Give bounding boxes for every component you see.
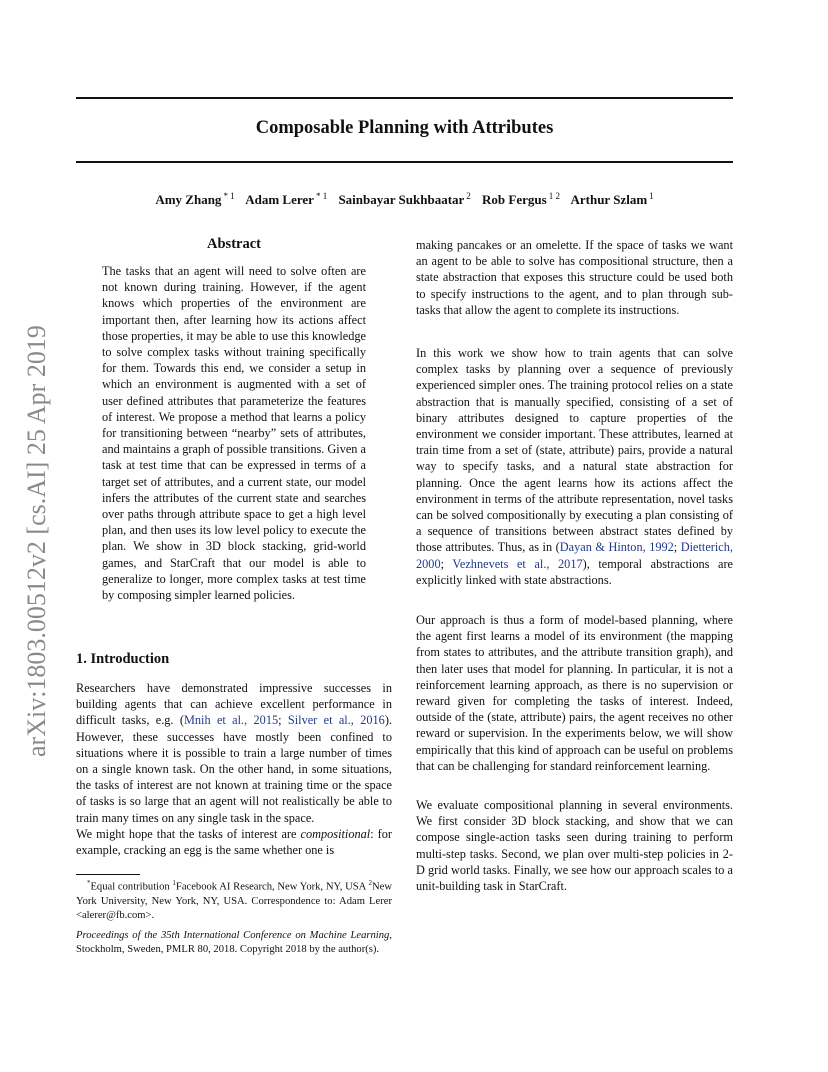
intro-paragraph-1 [76, 680, 392, 826]
author-affiliation: * 1 [315, 191, 328, 201]
author-name: Adam Lerer [245, 192, 314, 207]
section-heading-introduction: 1. Introduction [76, 651, 170, 667]
footnote-text: New York University, New York, NY, USA. Correspondence to: Adam Lerer <alerer@fb.com>. [76, 881, 392, 921]
footnote-text: Facebook AI Research, New York, NY, USA [175, 881, 369, 893]
author-affiliation: * 1 [223, 191, 235, 201]
author-name: Rob Fergus [482, 192, 547, 207]
arxiv-identifier-stamp: arXiv:1803.00512v2 [cs.AI] 25 Apr 2019 [22, 325, 51, 757]
right-paragraph-4: We evaluate compositional planning in several environments. We first consider 3D block stacking, and show that we can compose single-action tasks seen during training to perform multi-step tasks. Second, we plan over multi-step policies in 2-D grid world tasks. Finally, we see how our approach scales to a unit-building task in StarCraft. [416, 798, 733, 894]
paper-title: Composable Planning with Attributes [255, 118, 554, 138]
citation-link[interactable]: Silver et al., 2016 [287, 713, 385, 728]
abstract-body: The tasks that an agent will need to solve often are not known during training. However, if the agent knows which properties of the environment are important then, after learning how its actions affect those properties, it may be able to use this knowledge to solve complex tasks without training specifically for them. Towards this end, we consider a setup in which an environment is augmented with a set of user defined attributes that parameterize the features of interest. We propose a method that learns a policy for transitioning between “nearby” sets of attributes, and maintains a graph of possible transitions. Given a task at test time that can be expressed in terms of a target set of attributes, and a current state, our model infers the attributes of the current state and searches over paths through attribute space to get a high level plan, and then uses its low level policy to execute the plan. We show in 3D block stacking, grid-world games, and StarCraft that our model is able to generalize to longer, more complex tasks at test time by composing simpler learned policies. [102, 264, 366, 603]
footnote-rule [76, 874, 140, 875]
paragraph-text: We might hope that the tasks of interest are [76, 827, 301, 841]
footnote-text: Equal contribution [90, 881, 173, 893]
right-paragraph-2: In this work we show how to train agents that can solve complex tasks by planning over a sequence of previously experienced simpler ones. The training protocol relies on a state abstraction that is manually specified, consisting of a set of binary attributes designed to capture properties of the environment we consider important. These attributes, learned at train time from a set of (state, attribute) pairs, provide a natural way to specify tasks, and a natural state abstraction for planning. Once the agent learns how its actions affect the environment in terms of the attribute representation, novel tasks can be solved compositionally by executing a plan consisting of a sequence of transitions between abstract states defined by those attributes. Thus, as in (Dayan & Hinton, 1992; Dietterich, 2000; Vezhnevets et al., 2017), temporal abstractions are explicitly linked with state abstractions. [416, 346, 733, 587]
citation-link[interactable]: Vezhnevets et al., 2017 [452, 556, 583, 571]
intro-paragraph-2 [76, 826, 392, 858]
citation-link[interactable]: Dayan & Hinton, 1992 [559, 540, 674, 555]
author-affiliation: 1 2 [548, 191, 560, 201]
right-paragraph-1: making pancakes or an omelette. If the space of tasks we want an agent to be able to solve has compositional structure, then a state abstraction that exposes this structure could be used both to specify instructions to the agent, and to plan through sub-tasks that allow the agent to complete its instructions. [416, 238, 733, 317]
paragraph-text: In this work we show how to train agents that can solve complex tasks by planning over a sequence of previously experienced simpler ones. The training protocol relies on a state abstraction that is manually specified, consisting of a set of binary attributes designed to capture properties of the environment we consider important. These attributes, learned at train time from a set of (state, attribute) pairs, provide a natural way to specify tasks, and a natural state abstraction for planning. Once the agent learns how its actions affect the environment in terms of the attribute representation, novel tasks can be solved compositionally by executing a plan consisting of a sequence of transitions between abstract states defined by those attributes. Thus, as in ( [416, 346, 733, 555]
proceedings-notice [76, 929, 392, 957]
right-paragraph-3: Our approach is thus a form of model-based planning, where the agent first learns a model of its environment (the mapping from states to attributes, and the attribute transition graph), and then later uses that model for planning. In particular, it is not a reinforcement learning approach, as there is no supervision or reward given for completing the tasks of interest. Indeed, outside of the (state, attribute) pairs, the agent receives no other reward or supervision. In the experiments below, we will show empirically that this kind of approach can be useful on problems that can be challenging for standard reinforcement learning. [416, 613, 733, 773]
paragraph-text: : for example, cracking an egg is the same whether one is [76, 827, 392, 858]
citation-link[interactable]: Mnih et al., 2015 [183, 713, 279, 728]
title-bottom-rule [76, 161, 733, 163]
paragraph-text: ), temporal abstractions are explicitly linked with state abstractions. [416, 556, 733, 587]
paragraph-text: Researchers have demonstrated impressive successes in building agents that can achieve excellent performance in difficult tasks, e.g. ( [76, 681, 392, 728]
title-top-rule [76, 97, 733, 99]
author-list [76, 191, 733, 208]
author-name: Amy Zhang [155, 192, 222, 207]
emphasized-term: compositional [300, 827, 371, 841]
author-name: Arthur Szlam [570, 192, 648, 207]
abstract-heading: Abstract [207, 236, 261, 252]
footnote: *Equal contribution $^1$Facebook AI Research, New York, NY, USA $^2$New York University, New York, NY, USA. Correspondence to: Adam Lerer <alerer@fb.com>. [76, 879, 392, 921]
proceedings-copyright: , Stockholm, Sweden, PMLR 80, 2018. Copyright 2018 by the author(s). [76, 930, 392, 955]
author-affiliation: 2 [466, 191, 471, 201]
proceedings-venue: Proceedings of the 35th International Conference on Machine Learning [76, 930, 390, 941]
paragraph-text: ; [278, 713, 288, 728]
paragraph-text: ). However, these successes have mostly been confined to situations where it is possible to train a large number of times on a single known task. On the other hand, in some situations, the tasks of interest are not known at training time or the space of tasks is so large that an agent will not realistically be able to train many times on any single task in the space. [76, 713, 392, 825]
author-name: Sainbayar Sukhbaatar [338, 192, 465, 207]
author-affiliation: 1 [649, 191, 654, 201]
citation-link[interactable]: Dietterich, 2000 [416, 540, 733, 571]
